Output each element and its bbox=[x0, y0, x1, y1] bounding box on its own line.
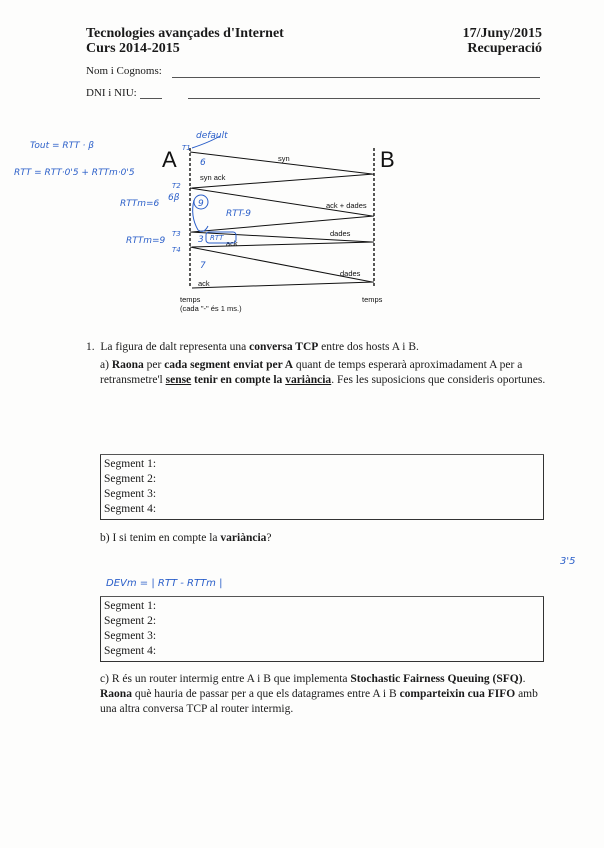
hand-t1: T1 bbox=[182, 144, 191, 152]
hand-rtt-box: RTT bbox=[210, 234, 224, 242]
segment-b-4[interactable]: Segment 4: bbox=[104, 645, 157, 657]
hand-rttm6: RTTm=6 bbox=[120, 199, 160, 209]
label-ack-dades: ack + dades bbox=[326, 201, 367, 210]
hand-t3: T3 bbox=[172, 230, 181, 238]
hand-n7: 7 bbox=[200, 261, 206, 271]
question-b: b) I si tenim en compte la variància? bbox=[100, 532, 272, 544]
label-syn-ack: syn ack bbox=[200, 173, 226, 182]
question-a: a) Raona per cada segment enviat per A quant de temps esperarà aproximadament A per a retransmetre'l sense tenir en compte la variància. Fes les suposicions que consideris oportunes. bbox=[100, 359, 546, 386]
dni-line-short[interactable] bbox=[140, 98, 162, 99]
time-a-note: (cada "-" és 1 ms.) bbox=[180, 304, 242, 313]
segment-b-2[interactable]: Segment 2: bbox=[104, 615, 157, 627]
name-line[interactable] bbox=[172, 77, 540, 78]
hand-n9: 9 bbox=[198, 199, 204, 209]
label-dades-2: dades bbox=[340, 269, 361, 278]
answer-box-a[interactable] bbox=[100, 455, 544, 520]
hand-3-5: 3'5 bbox=[560, 556, 576, 567]
tcp-diagram bbox=[0, 120, 604, 320]
exam-type: Recuperació bbox=[467, 41, 542, 56]
host-b-label: B bbox=[380, 147, 395, 172]
question-c: c) R és un router intermig entre A i B que implementa Stochastic Fairness Queuing (SFQ). Raona què hauria de passar per a que els datagrames entre A i B comparteixin cua FIFO amb una altra conversa TCP al router intermig. bbox=[100, 673, 538, 715]
course-year: Curs 2014-2015 bbox=[86, 41, 180, 56]
hand-6beta: 6β bbox=[168, 193, 180, 203]
segment-b-1[interactable]: Segment 1: bbox=[104, 600, 157, 612]
name-label: Nom i Cognoms: bbox=[86, 65, 162, 77]
hand-rtt9: RTT-9 bbox=[226, 209, 251, 219]
hand-rtt: RTT = RTT·0'5 + RTTm·0'5 bbox=[14, 168, 135, 178]
dni-label: DNI i NIU: bbox=[86, 87, 137, 99]
segment-a-4[interactable]: Segment 4: bbox=[104, 503, 157, 515]
course-title: Tecnologies avançades d'Internet bbox=[86, 26, 284, 41]
segment-a-2[interactable]: Segment 2: bbox=[104, 473, 157, 485]
msg-ack-3 bbox=[192, 282, 374, 288]
hand-n3: 3 bbox=[198, 235, 204, 245]
hand-t4: T4 bbox=[172, 246, 181, 254]
hand-tout: Tout = RTT · β bbox=[30, 141, 94, 151]
host-a-label: A bbox=[162, 147, 177, 172]
answer-box-b[interactable] bbox=[100, 597, 544, 662]
exam-header bbox=[463, 26, 542, 56]
hand-t2: T2 bbox=[172, 182, 181, 190]
dni-line[interactable] bbox=[188, 98, 540, 99]
segment-b-3[interactable]: Segment 3: bbox=[104, 630, 157, 642]
hand-rttm9: RTTm=9 bbox=[126, 236, 166, 246]
segment-a-3[interactable]: Segment 3: bbox=[104, 488, 157, 500]
question-intro: 1. La figura de dalt representa una conversa TCP entre dos hosts A i B. bbox=[86, 341, 419, 353]
hand-default: default bbox=[196, 131, 228, 141]
course-header bbox=[86, 26, 284, 56]
hand-n6: 6 bbox=[200, 158, 206, 168]
label-syn: syn bbox=[278, 154, 290, 163]
hand-devm: DEVm = | RTT - RTTm | bbox=[106, 578, 223, 589]
time-a-label: temps bbox=[180, 295, 201, 304]
label-dades-1: dades bbox=[330, 229, 351, 238]
segment-a-1[interactable]: Segment 1: bbox=[104, 458, 157, 470]
exam-date: 17/Juny/2015 bbox=[462, 26, 542, 41]
time-b-label: temps bbox=[362, 295, 383, 304]
label-ack-2: ack bbox=[198, 279, 210, 288]
label-ack-1: ack bbox=[226, 239, 238, 248]
